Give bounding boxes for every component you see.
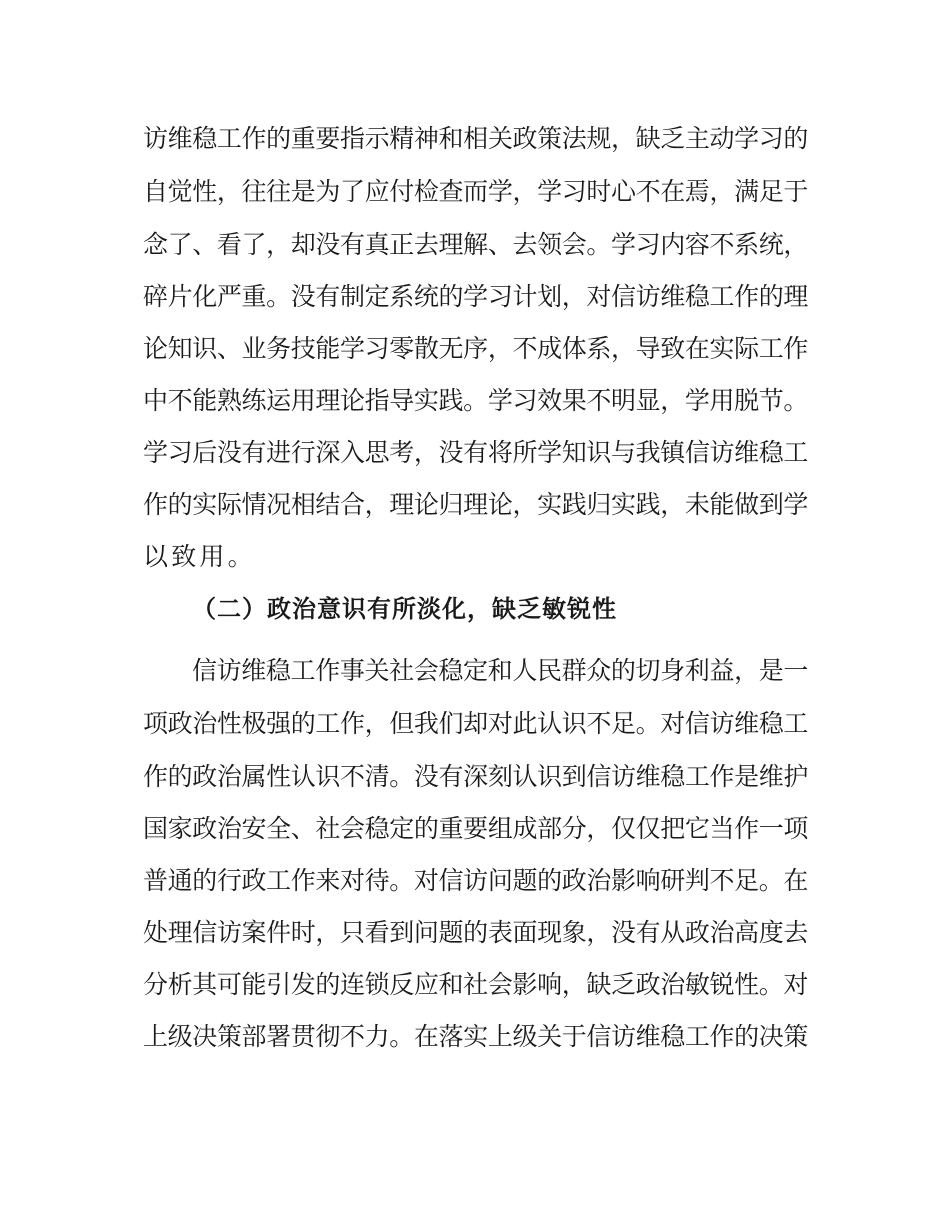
paragraph-line: 学习后没有进行深入思考，没有将所学知识与我镇信访维稳工: [143, 438, 809, 467]
paragraph-line: 信访维稳工作事关社会稳定和人民群众的切身利益，是一: [192, 656, 809, 685]
paragraph-line: 自觉性，往往是为了应付检查而学，学习时心不在焉，满足于: [143, 177, 809, 206]
paragraph-line: 分析其可能引发的连锁反应和社会影响，缺乏政治敏锐性。对: [143, 970, 809, 999]
paragraph-line: 普通的行政工作来对待。对信访问题的政治影响研判不足。在: [143, 866, 809, 895]
paragraph-line: 碎片化严重。没有制定系统的学习计划，对信访维稳工作的理: [143, 282, 809, 311]
paragraph-line: 中不能熟练运用理论指导实践。学习效果不明显，学用脱节。: [143, 386, 809, 415]
paragraph-line: 论知识、业务技能学习零散无序，不成体系，导致在实际工作: [143, 334, 809, 363]
paragraph-line: 处理信访案件时，只看到问题的表面现象，没有从政治高度去: [143, 918, 809, 947]
paragraph-line: 念了、看了，却没有真正去理解、去领会。学习内容不系统，: [143, 230, 809, 259]
paragraph-line: 项政治性极强的工作，但我们却对此认识不足。对信访维稳工: [143, 709, 809, 738]
paragraph-line: 作的政治属性认识不清。没有深刻认识到信访维稳工作是维护: [143, 762, 809, 791]
paragraph-line: 以致用。: [143, 542, 256, 571]
paragraph-line: 上级决策部署贯彻不力。在落实上级关于信访维稳工作的决策: [143, 1022, 809, 1051]
paragraph-line: 作的实际情况相结合，理论归理论，实践归实践，未能做到学: [143, 490, 809, 519]
paragraph-line: 访维稳工作的重要指示精神和相关政策法规，缺乏主动学习的: [143, 124, 809, 153]
paragraph-line: 国家政治安全、社会稳定的重要组成部分，仅仅把它当作一项: [143, 814, 809, 843]
section-heading: （二）政治意识有所淡化，缺乏敏锐性: [192, 595, 617, 623]
